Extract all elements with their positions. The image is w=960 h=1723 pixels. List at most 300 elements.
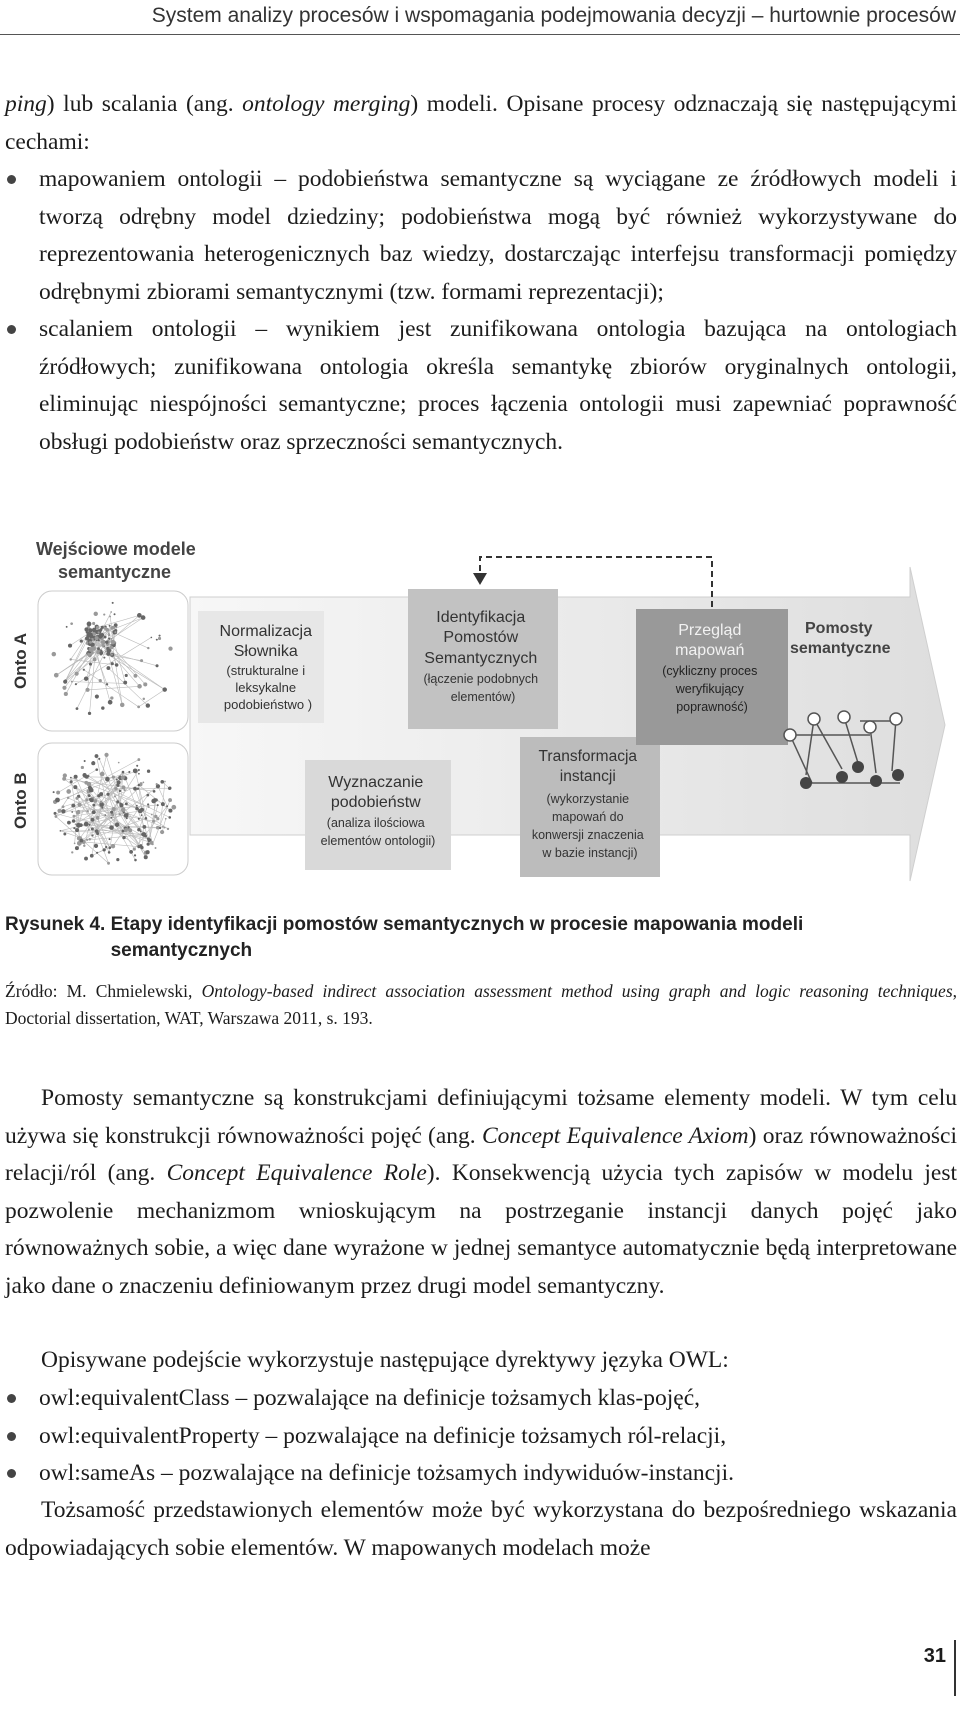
graph-node (114, 795, 116, 797)
graph-node (137, 613, 142, 618)
bridge-node (784, 729, 796, 741)
box-identyfikacja-line: Pomostów (443, 629, 519, 646)
graph-node (165, 818, 167, 820)
graph-node (76, 810, 80, 814)
box-normalizacja-line: podobieństwo ) (223, 697, 313, 712)
graph-node (162, 687, 167, 692)
box-normalizacja-line: Normalizacja (219, 623, 313, 640)
graph-node (128, 828, 132, 832)
graph-node (70, 777, 72, 779)
graph-node (74, 775, 78, 779)
graph-node (110, 640, 115, 645)
graph-node (115, 627, 117, 629)
box-transformacja-line: mapowań do (551, 810, 624, 824)
graph-node (156, 826, 160, 830)
graph-node (55, 798, 60, 803)
graph-node (63, 833, 66, 836)
graph-node (114, 787, 118, 791)
graph-node (98, 631, 100, 633)
graph-node (93, 799, 97, 803)
bridge-node (864, 721, 876, 733)
graph-node (155, 847, 157, 849)
graph-node (84, 776, 86, 778)
graph-node (105, 846, 107, 848)
graph-node (104, 636, 107, 639)
graph-node (110, 644, 112, 646)
output-bridges-label-2: semantyczne (790, 640, 891, 657)
graph-node (97, 647, 100, 650)
graph-node (89, 641, 92, 644)
graph-node (168, 809, 172, 813)
graph-node (108, 851, 111, 854)
graph-node (108, 700, 113, 705)
graph-node (116, 780, 120, 784)
box-przeglad-line: weryfikujący (675, 682, 744, 696)
graph-node (103, 614, 105, 616)
box-transformacja-line: konwersji znaczenia (531, 828, 644, 842)
graph-node (86, 839, 88, 841)
paragraph-owl-intro: Opisywane podejście wykorzystuje następujące dyrektywy języka OWL: (41, 1347, 729, 1373)
graph-node (84, 676, 88, 680)
graph-node (95, 768, 98, 771)
graph-node (134, 854, 136, 856)
caption-label: Rysunek 4. (5, 914, 106, 935)
box-normalizacja-line: leksykalne (235, 680, 297, 695)
bullet-icon (7, 325, 16, 334)
onto-a-label: Onto A (11, 632, 30, 689)
graph-node (94, 612, 98, 616)
graph-node (140, 808, 144, 812)
graph-node (77, 803, 81, 807)
graph-node (91, 818, 95, 822)
graph-node (162, 826, 164, 828)
box-przeglad-line: poprawność) (676, 700, 748, 714)
intro-term-merging: ontology merging (242, 91, 411, 117)
graph-node (143, 698, 145, 700)
list-item: owl:sameAs – pozwalające na definicje tożsamych indywiduów-instancji. (5, 1455, 957, 1493)
graph-node (88, 829, 90, 831)
graph-node (135, 807, 139, 811)
graph-node (106, 683, 108, 685)
graph-node (138, 784, 140, 786)
feedback-arrowhead (473, 573, 487, 585)
graph-node (118, 762, 120, 764)
graph-node (103, 657, 105, 659)
graph-node (142, 781, 144, 783)
bullet-list-ontology (5, 161, 957, 461)
graph-node (52, 652, 57, 657)
page-number-rule (954, 1640, 956, 1696)
graph-node (70, 780, 73, 783)
box-transformacja-line: w bazie instancji) (542, 846, 638, 860)
graph-node (100, 772, 105, 777)
graph-node (126, 817, 128, 819)
graph-node (166, 805, 168, 807)
box-transformacja-line: Transformacja (538, 748, 638, 765)
graph-node (70, 622, 73, 625)
graph-node (133, 847, 136, 850)
graph-node (101, 706, 104, 709)
graph-node (156, 817, 159, 820)
graph-node (111, 638, 113, 640)
graph-node (84, 627, 88, 631)
graph-node (134, 674, 138, 678)
figure-caption (5, 912, 957, 964)
graph-node (147, 843, 150, 846)
graph-node (85, 798, 88, 801)
graph-node (147, 770, 150, 773)
graph-node (95, 754, 99, 758)
graph-node (119, 803, 122, 806)
graph-node (90, 854, 94, 858)
graph-node (68, 644, 72, 648)
graph-node (74, 843, 76, 845)
graph-node (159, 827, 161, 829)
graph-node (55, 815, 58, 818)
graph-node (104, 627, 107, 630)
graph-node (80, 639, 83, 642)
graph-node (71, 811, 73, 813)
graph-node (101, 640, 104, 643)
graph-node (91, 761, 95, 765)
graph-node (158, 637, 161, 640)
graph-node (89, 788, 94, 793)
graph-node (102, 644, 105, 647)
graph-node (96, 816, 100, 820)
graph-node (115, 822, 120, 827)
graph-node (156, 664, 159, 667)
box-transformacja-line: (wykorzystanie (546, 792, 630, 806)
graph-node (67, 821, 71, 825)
graph-node (112, 602, 114, 604)
intro-text-a: ) lub scalania (ang. (46, 91, 243, 117)
graph-node (75, 683, 77, 685)
graph-node (128, 771, 130, 773)
graph-node (105, 641, 108, 644)
graph-node (111, 844, 115, 848)
graph-node (53, 791, 55, 793)
graph-node (71, 851, 73, 853)
graph-node (110, 811, 113, 814)
graph-node (98, 758, 100, 760)
box-normalizacja-line: (strukturalne i (226, 663, 306, 678)
graph-node (152, 820, 155, 823)
graph-node (120, 703, 125, 708)
graph-node (99, 679, 102, 682)
onto-b-label: Onto B (11, 772, 30, 829)
graph-node (92, 622, 95, 625)
graph-node (146, 703, 150, 707)
graph-node (101, 626, 104, 629)
graph-node (105, 651, 107, 653)
graph-node (137, 828, 140, 831)
graph-node (119, 813, 121, 815)
graph-node (88, 628, 92, 632)
graph-node (56, 791, 60, 795)
graph-node (151, 814, 153, 816)
graph-node (100, 651, 104, 655)
graph-node (138, 769, 140, 771)
graph-node (134, 859, 137, 862)
list-item: mapowaniem ontologii – podobieństwa semantyczne są wyciągane ze źródłowych modeli i tworzą odrębny model dziedziny; podobieństwa mogą być również wykorzystywane do reprezentowania heterogenicznych baz wiedzy, dostarczając interfejsu transformacji pomiędzy odrębnymi zbiorami semantycznymi (tzw. formami reprezentacji); (5, 161, 957, 311)
graph-node (84, 760, 86, 762)
graph-node (92, 804, 95, 807)
graph-node (168, 798, 172, 802)
graph-node (79, 823, 83, 827)
graph-node (136, 765, 138, 767)
graph-node (116, 779, 118, 781)
graph-node (105, 777, 110, 782)
graph-node (154, 798, 157, 801)
bridge-node (890, 713, 902, 725)
graph-node (137, 706, 140, 709)
graph-node (93, 657, 97, 661)
graph-node (60, 830, 62, 832)
graph-node (91, 827, 94, 830)
graph-node (90, 798, 94, 802)
output-bridges-label-1: Pomosty (805, 620, 873, 637)
graph-node (123, 681, 127, 685)
source-suffix: , Doctorial dissertation, WAT, Warszawa 2011, s. 193. (5, 981, 958, 1028)
box-normalizacja-line: Słownika (233, 643, 298, 660)
graph-node (73, 827, 75, 829)
graph-node (142, 825, 146, 829)
graph-node (75, 828, 79, 832)
box-wyznaczanie-line: Wyznaczanie (328, 774, 424, 791)
box-przeglad-line: mapowań (675, 642, 745, 659)
graph-node (137, 788, 139, 790)
graph-node (83, 669, 85, 671)
graph-node (109, 838, 111, 840)
intro-paragraph (5, 86, 957, 161)
graph-node (140, 659, 143, 662)
graph-node (84, 822, 89, 827)
bullet-icon (7, 1432, 16, 1441)
graph-node (111, 653, 113, 655)
graph-node (137, 684, 142, 689)
graph-node (89, 824, 91, 826)
bridge-node (808, 713, 820, 725)
figure-diagram (0, 525, 960, 885)
graph-node (100, 801, 103, 804)
bridge-node (800, 777, 812, 789)
diagram-svg (0, 525, 960, 885)
bridge-node (852, 761, 864, 773)
bridge-node (892, 769, 904, 781)
graph-node (136, 805, 138, 807)
graph-node (67, 797, 69, 799)
graph-node (71, 681, 73, 683)
box-przeglad-line: (cykliczny proces (662, 664, 758, 678)
graph-node (77, 837, 80, 840)
graph-node (54, 812, 57, 815)
graph-node (114, 631, 116, 633)
graph-node (76, 707, 79, 710)
graph-node (107, 862, 110, 865)
graph-node (89, 647, 94, 652)
graph-node (114, 613, 116, 615)
source-title: Ontology-based indirect association assessment method using graph and logic reasoning techniques (201, 981, 953, 1001)
graph-node (87, 622, 92, 627)
graph-node (61, 809, 65, 813)
graph-node (119, 790, 122, 793)
graph-node (127, 826, 129, 828)
box-transformacja-line: instancji (559, 768, 616, 785)
graph-node (108, 637, 110, 639)
graph-node (138, 818, 140, 820)
graph-node (110, 696, 113, 699)
graph-node (80, 839, 84, 843)
bullet-icon (7, 1469, 16, 1478)
graph-node (156, 783, 158, 785)
graph-node (141, 814, 143, 816)
graph-node (148, 806, 150, 808)
graph-node (164, 827, 166, 829)
graph-node (109, 616, 111, 618)
bridge-node (836, 771, 848, 783)
box-wyznaczanie-line: elementów ontologii) (320, 834, 436, 848)
graph-node (144, 855, 148, 859)
graph-node (72, 819, 76, 823)
graph-node (124, 828, 128, 832)
graph-node (84, 781, 88, 785)
graph-node (64, 692, 68, 696)
graph-node (108, 846, 111, 849)
header-rule (0, 34, 960, 35)
graph-node (81, 766, 84, 769)
graph-node (88, 838, 91, 841)
graph-node (62, 777, 66, 781)
graph-node (153, 790, 156, 793)
graph-node (133, 768, 138, 773)
graph-node (96, 852, 98, 854)
graph-node (116, 800, 119, 803)
graph-node (87, 775, 89, 777)
graph-node (123, 836, 126, 839)
graph-node (122, 771, 125, 774)
graph-node (121, 807, 126, 812)
graph-node (108, 632, 110, 634)
graph-node (62, 805, 65, 808)
paragraph-bridges: Pomosty semantyczne są konstrukcjami definiującymi tożsame elementy modeli. W tym celu używa się konstrukcji równoważności pojęć (ang. Concept Equivalence Axiom) oraz równoważności relacji/ról (ang. Concept Equivalence Role). Konsekwencją użycia tych zapisów w modelu jest pozwolenie mechanizmom wnioskującym na postrzeganie instancji danych pojęć jako równoważnych sobie, a więc dane wyrażone w jednej semantyce automatycznie będą interpretowane jako dane o znaczeniu definiowanym przez drugi model semantyczny. (5, 1085, 958, 1299)
graph-node (146, 794, 149, 797)
graph-node (73, 785, 77, 789)
source-prefix: Źródło: M. Chmielewski, (5, 981, 202, 1001)
graph-node (108, 634, 110, 636)
graph-node (109, 625, 111, 627)
graph-node (121, 785, 125, 789)
graph-node (63, 680, 67, 684)
graph-node (103, 848, 106, 851)
graph-node (100, 633, 104, 637)
caption-title: Etapy identyfikacji pomostów semantycznych w procesie mapowania modeli semantycznych (110, 914, 804, 961)
graph-node (66, 789, 71, 794)
graph-node (70, 658, 72, 660)
graph-node (157, 804, 159, 806)
bullet-list-owl (5, 1380, 957, 1493)
graph-node (88, 794, 91, 797)
graph-node (106, 793, 109, 796)
graph-node (84, 857, 88, 861)
graph-node (109, 646, 113, 650)
graph-node (151, 637, 153, 639)
graph-node (92, 628, 97, 633)
graph-node (75, 846, 79, 850)
box-identyfikacja-line: Semantycznych (424, 650, 538, 667)
page-number: 31 (923, 1645, 946, 1667)
paragraph-identity: Tożsamość przedstawionych elementów może być wykorzystana do bezpośredniego wskazania odpowiadających sobie elementów. W mapowanych modelach może (5, 1497, 957, 1561)
intro-term-end: ping (5, 91, 47, 117)
intro-text-b: ) modeli. Opisane procesy odznaczają się następującymi cechami: (5, 91, 957, 155)
list-item: owl:equivalentClass – pozwalające na definicje tożsamych klas-pojęć, (5, 1380, 957, 1418)
graph-node (133, 787, 137, 791)
graph-node (95, 636, 99, 640)
graph-node (171, 805, 176, 810)
graph-node (146, 850, 150, 854)
input-models-title-2: semantyczne (58, 562, 172, 582)
graph-node (89, 663, 92, 666)
graph-node (160, 780, 164, 784)
graph-node (83, 844, 85, 846)
graph-node (125, 674, 128, 677)
graph-node (116, 858, 119, 861)
graph-node (94, 844, 98, 848)
graph-node (168, 787, 171, 790)
graph-node (104, 814, 106, 816)
box-wyznaczanie-line: (analiza ilościowa (326, 816, 425, 830)
graph-node (54, 673, 59, 678)
graph-node (168, 646, 172, 650)
graph-node (96, 626, 99, 629)
list-item: owl:equivalentProperty – pozwalające na definicje tożsamych ról-relacji, (5, 1418, 957, 1456)
graph-node (66, 626, 68, 628)
graph-node (57, 809, 61, 813)
graph-node (71, 804, 75, 808)
graph-node (138, 773, 140, 775)
graph-node (110, 817, 112, 819)
graph-node (152, 843, 154, 845)
graph-node (92, 810, 96, 814)
graph-node (156, 639, 158, 641)
graph-node (140, 831, 142, 833)
graph-node (112, 775, 115, 778)
figure-source (5, 978, 957, 1032)
graph-node (137, 845, 140, 848)
graph-node (168, 816, 171, 819)
graph-node (114, 808, 116, 810)
graph-node (145, 817, 148, 820)
graph-node (129, 850, 133, 854)
graph-node (161, 802, 165, 806)
graph-node (62, 686, 66, 690)
graph-node (86, 688, 90, 692)
graph-node (73, 815, 76, 818)
list-item: scalaniem ontologii – wynikiem jest zunifikowana ontologia bazująca na ontologiach źródłowych; zunifikowana ontologia określa semantykę zbiorów oryginalnych ontologii, eliminując niespójności semantyczne; proces łączenia ontologii musi zapewniać poprawność obsługi podobieństw oraz sprzeczności semantycznych. (5, 311, 957, 461)
graph-node (111, 662, 114, 665)
graph-node (106, 666, 110, 670)
graph-node (101, 807, 103, 809)
bullet-icon (7, 175, 16, 184)
running-title: System analizy procesów i wspomagania podejmowania decyzji – hurtownie procesów (151, 4, 956, 27)
input-models-title-1: Wejściowe modele (36, 539, 196, 559)
bridge-node (838, 711, 850, 723)
graph-node (125, 802, 128, 805)
bridge-node (870, 775, 882, 787)
graph-node (95, 829, 99, 833)
box-identyfikacja-line: elementów) (450, 690, 516, 704)
graph-node (164, 781, 166, 783)
graph-node (75, 672, 79, 676)
